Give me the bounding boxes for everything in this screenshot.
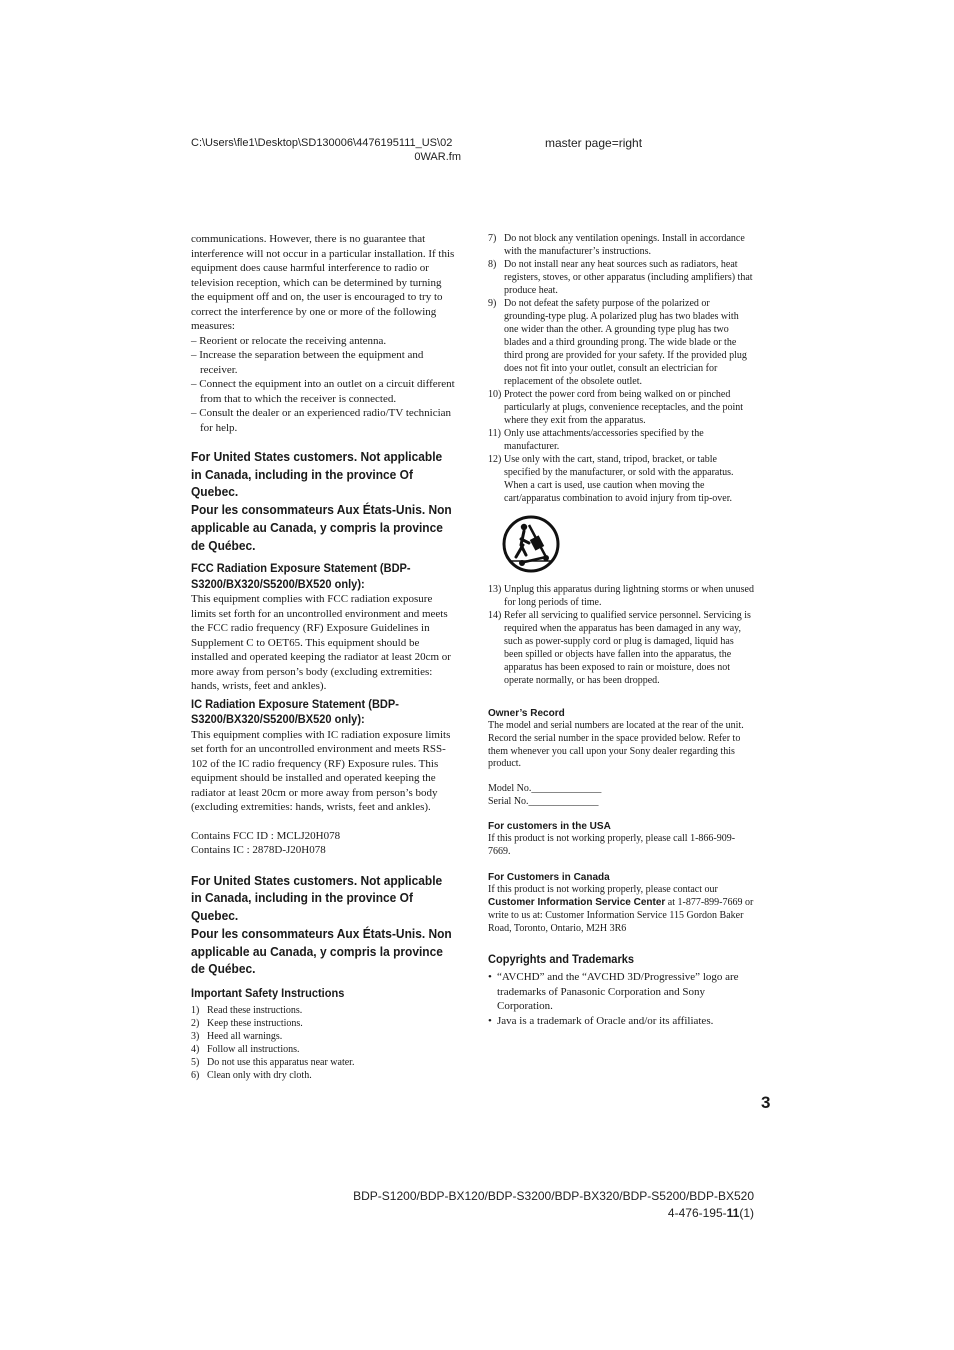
safety-item: 9) Do not defeat the safety purpose of the polarized or grounding-type plug. A polarized plug has two blades with one wider than the other. A grounding type plug has two blades and a third grounding prong. The wide blade or the third prong are provided for your safety. If the provided plug does not fit into your outlet, consult an electrician for replacement of the obsolete outlet.	[488, 298, 747, 387]
owners-record-heading: Owner’s Record	[488, 708, 565, 719]
measure-item: – Connect the equipment into an outlet on a circuit different from that to which the receiver is connected.	[191, 378, 455, 405]
safety-item: 5) Do not use this apparatus near water.	[191, 1057, 355, 1069]
master-page-label: master page=right	[545, 136, 643, 150]
safety-item: 2) Keep these instructions.	[191, 1018, 303, 1030]
safety-item: 14) Refer all servicing to qualified service personnel. Servicing is required when the apparatus has been damaged in any way, such as power-supply cord or plug is damaged, liquid has been spilled or objects have fallen into the apparatus, the apparatus has been exposed to rain or moisture, does not operate normally, or has been dropped.	[488, 610, 751, 686]
owners-record-body: The model and serial numbers are located at the rear of the unit. Record the serial number in the space provided below. Refer to them whenever you call upon your Sony dealer regarding this product.	[488, 720, 744, 770]
measure-item: – Increase the separation between the equipment and receiver.	[191, 349, 424, 376]
us-customers-heading2-en: For United States customers. Not applicable in Canada, including in the province Of Quebec.	[191, 872, 443, 924]
copyrights-heading: Copyrights and Trademarks	[488, 951, 635, 966]
safety-item: 8) Do not install near any heat sources such as radiators, heat registers, stoves, or other apparatus (including amplifiers) that produce heat.	[488, 259, 753, 296]
interference-intro: communications. However, there is no guarantee that interference will not occur in a particular installation. If this equipment does cause harmful interference to radio or television reception, which can be determined by turning the equipment off and on, the user is encouraged to try to correct the interference by one or more of the following measures:	[191, 233, 455, 332]
us-customers-heading-fr: Pour les consommateurs Aux États-Unis. Non applicable au Canada, y compris la province de Québec.	[191, 502, 452, 553]
file-path-header	[191, 136, 461, 164]
safety-item: 10) Protect the power cord from being walked on or pinched particularly at plugs, convenience receptacles, and the point where they exit from the apparatus.	[488, 389, 744, 426]
safety-item: 4) Follow all instructions.	[191, 1044, 300, 1056]
safety-item: 11) Only use attachments/accessories specified by the manufacturer.	[488, 428, 704, 452]
canada-customers-body: If this product is not working properly, please contact our Customer Information Service Center at 1-877-899-7669 or write to us at: Customer Information Service 115 Gordon Baker Road, Toronto, Ontario, M2H 3R6	[488, 884, 754, 934]
fcc-radiation-heading: FCC Radiation Exposure Statement (BDP-S3200/BX320/S5200/BX520 only):	[191, 561, 411, 591]
fcc-id-text: Contains FCC ID : MCLJ20H078	[191, 829, 341, 842]
left-column	[191, 232, 457, 1082]
safety-item: 7) Do not block any ventilation openings. Install in accordance with the manufacturer’s instructions.	[488, 233, 745, 257]
safety-item: 12) Use only with the cart, stand, tripod, bracket, or table specified by the manufacturer, or sold with the apparatus. When a cart is used, use caution when moving the cart/apparatus combination to avoid injury from tip-over.	[488, 454, 734, 504]
file-path-line2: 0WAR.fm	[414, 151, 461, 163]
footer	[353, 1188, 754, 1222]
file-path-line1: C:\Users\fle1\Desktop\SD130006\4476195111_US\02	[191, 137, 453, 149]
fcc-radiation-body: This equipment complies with FCC radiation exposure limits set forth for an uncontrolled environment and meets the FCC radio frequency (RF) Exposure Guidelines in Supplement C to OET65. This equipment should be installed and operated keeping the radiator at least 20cm or more away from person’s body (excluding extremities: hands, wrists, feet and ankles).	[191, 593, 451, 693]
usa-customers-heading: For customers in the USA	[488, 820, 611, 832]
cart-warning-icon	[502, 515, 560, 573]
copyright-item: • “AVCHD” and the “AVCHD 3D/Progressive” logo are trademarks of Panasonic Corporation and Sony Corporation.	[488, 970, 754, 1014]
footer-models: BDP-S1200/BDP-BX120/BDP-S3200/BDP-BX320/BDP-S5200/BDP-BX520	[353, 1189, 754, 1203]
service-center-name: Customer Information Service Center	[488, 897, 666, 909]
safety-item: 1) Read these instructions.	[191, 1005, 303, 1017]
measure-item: – Consult the dealer or an experienced radio/TV technician for help.	[191, 407, 452, 434]
ic-radiation-body: This equipment complies with IC radiation exposure limits set forth for an uncontrolled environment and meets RSS-102 of the IC radio frequency (RF) Exposure rules. This equipment should be installed and operated keeping the radiator at least 20cm or more away from person’s body (excluding extremities: hands, wrists, feet and ankles).	[191, 728, 451, 814]
safety-item: 6) Clean only with dry cloth.	[191, 1070, 312, 1082]
us-customers-heading-en: For United States customers. Not applicable in Canada, including in the province Of Quebec.	[191, 449, 443, 500]
safety-item: 3) Heed all warnings.	[191, 1031, 283, 1043]
ic-id-text: Contains IC : 2878D-J20H078	[191, 844, 326, 857]
copyright-item: • Java is a trademark of Oracle and/or its affiliates.	[488, 1014, 754, 1029]
us-customers-heading2-fr: Pour les consommateurs Aux États-Unis. Non applicable au Canada, y compris la province de Québec.	[191, 925, 452, 977]
usa-customers-body: If this product is not working properly, please call 1-866-909-7669.	[488, 832, 736, 857]
footer-code: 4-476-195-11(1)	[667, 1206, 754, 1220]
ic-radiation-heading: IC Radiation Exposure Statement (BDP-S3200/BX320/S5200/BX520 only):	[191, 696, 399, 727]
safety-item: 13) Unplug this apparatus during lightning storms or when unused for long periods of time.	[488, 584, 754, 608]
canada-customers-heading: For Customers in Canada	[488, 872, 610, 884]
model-number-line: Model No.______________	[488, 783, 602, 795]
right-column	[488, 232, 754, 1028]
serial-number-line: Serial No.______________	[488, 795, 599, 807]
safety-instructions-heading: Important Safety Instructions	[191, 985, 345, 1000]
page-number: 3	[761, 1093, 771, 1112]
measure-item: – Reorient or relocate the receiving antenna.	[191, 334, 387, 347]
